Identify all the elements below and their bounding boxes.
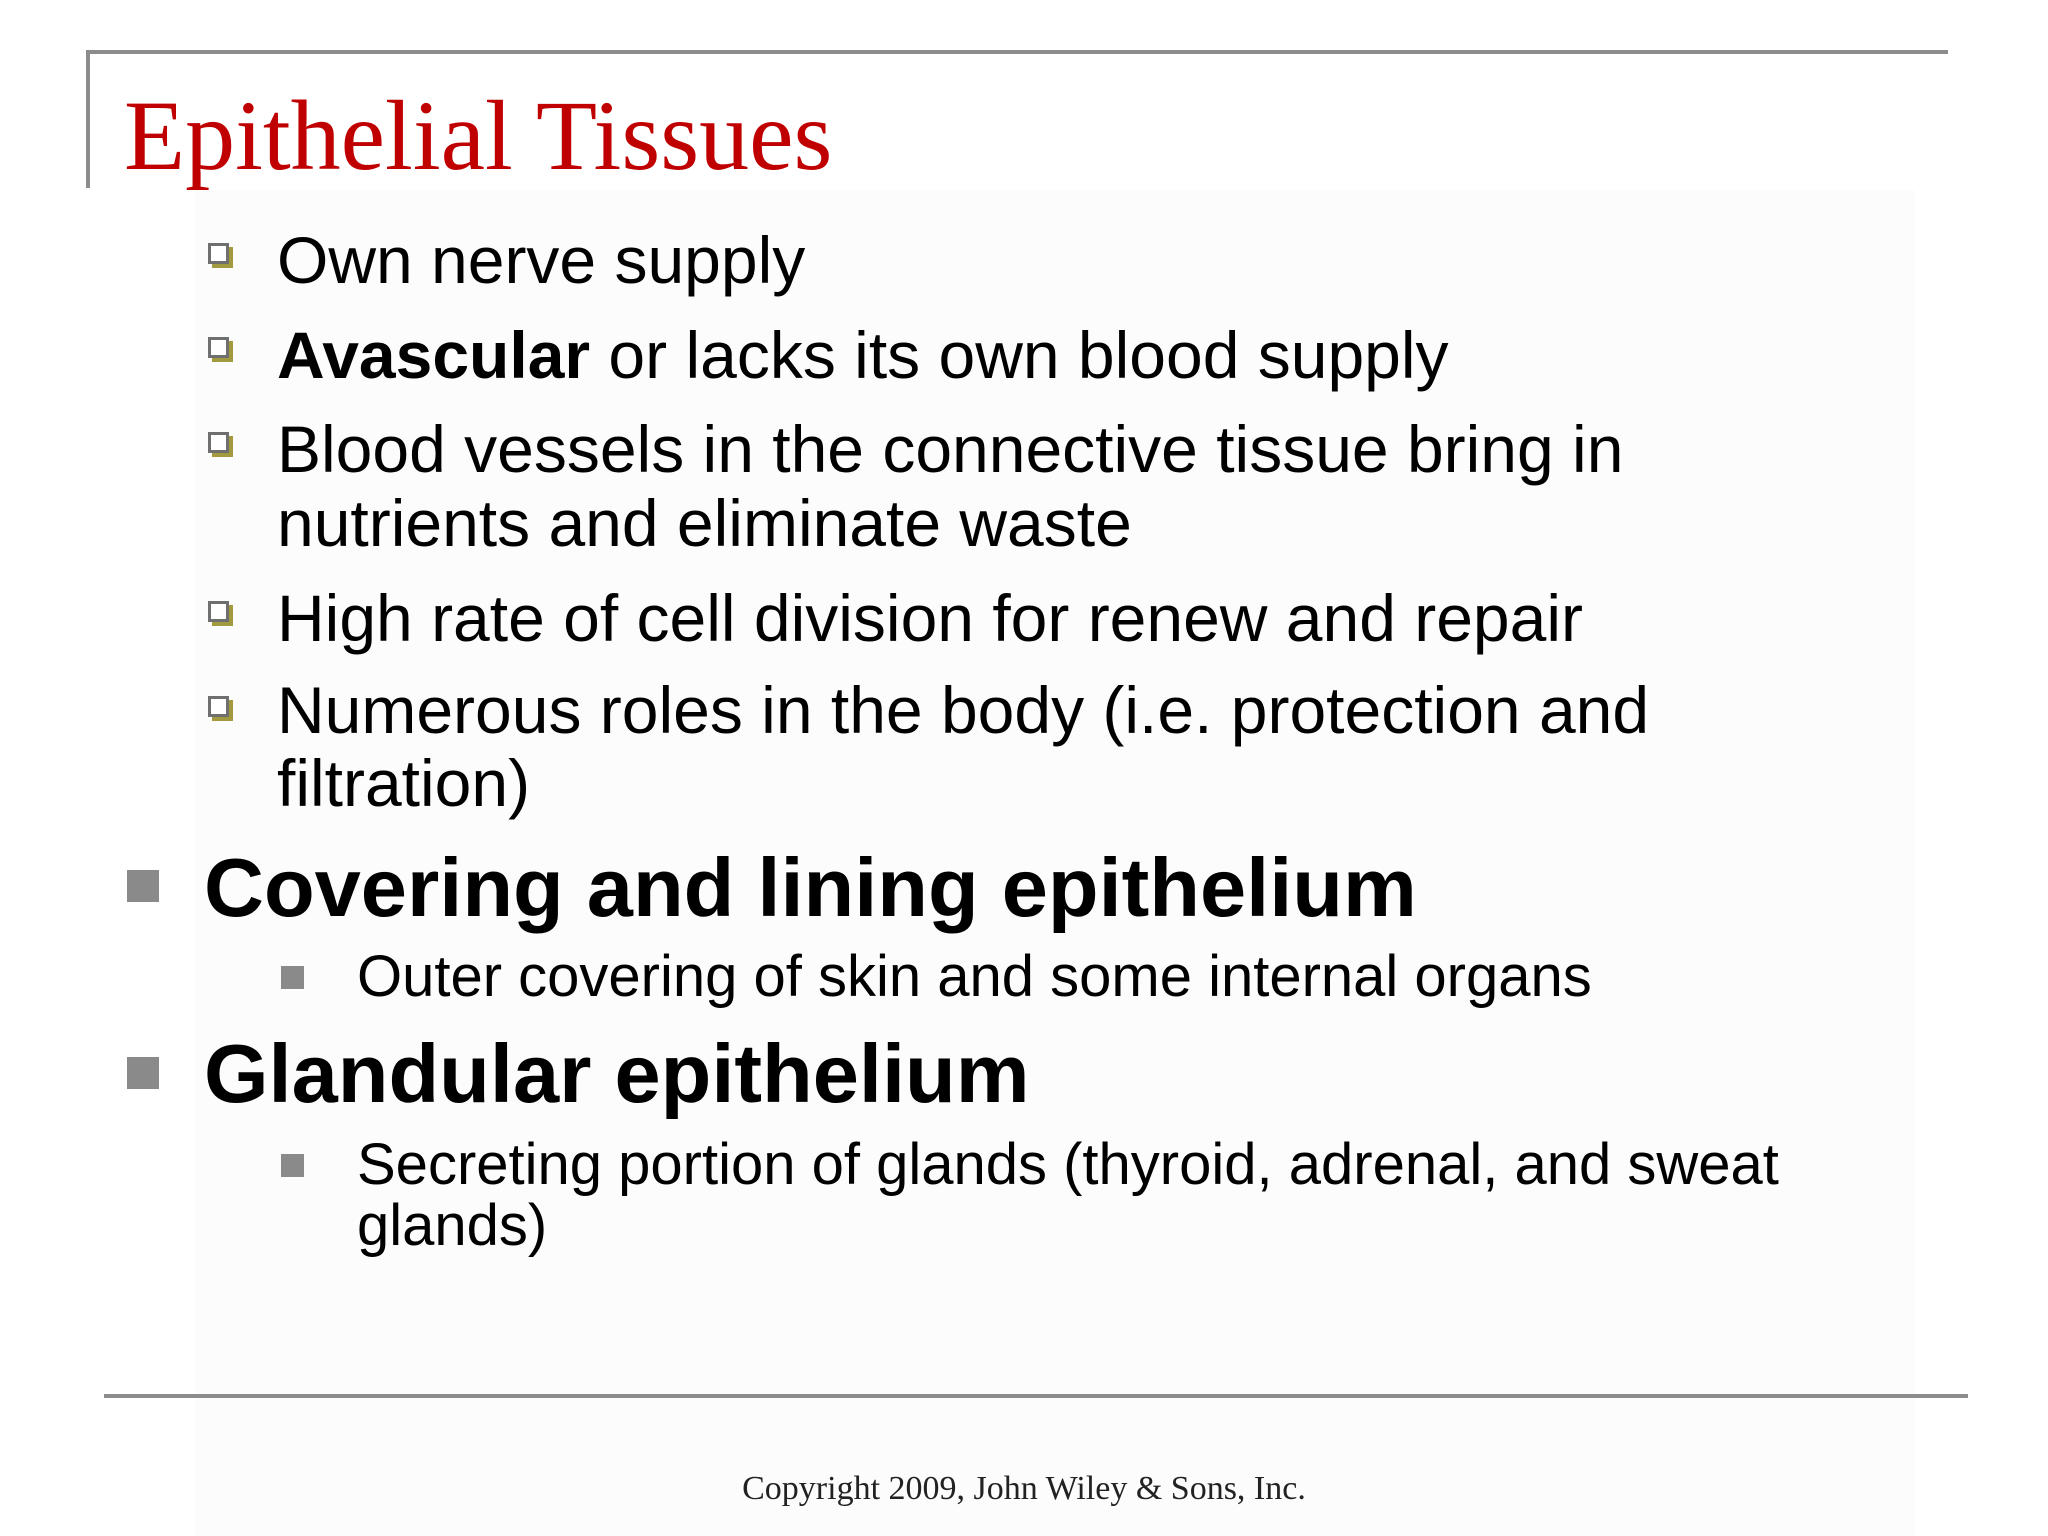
bullet-text [277, 317, 1917, 393]
left-rule [86, 50, 90, 188]
filled-square-bullet-icon [127, 1057, 159, 1089]
bullet-text-line-2: nutrients and eliminate waste [277, 486, 1132, 560]
bullet-text-line-1: Blood vessels in the connective tissue bring in [277, 412, 1624, 486]
filled-square-bullet-icon [281, 966, 304, 989]
sub-bullet-text-line-2: glands) [357, 1193, 548, 1258]
filled-square-bullet-icon [281, 1154, 304, 1177]
hollow-square-bullet-icon [208, 432, 229, 453]
bullet-text-line-2: filtration) [277, 746, 531, 820]
hollow-square-bullet-icon [208, 696, 229, 717]
hollow-square-bullet-icon [208, 337, 229, 358]
bullet-text: High rate of cell division for renew and repair [277, 581, 1583, 655]
bullet-text: Own nerve supply [277, 223, 806, 297]
slide-title: Epithelial Tissues [124, 80, 833, 191]
top-rule [86, 50, 1948, 54]
copyright-footer: Copyright 2009, John Wiley & Sons, Inc. [742, 1470, 1306, 1507]
hollow-square-bullet-icon [208, 601, 229, 622]
section-heading: Glandular epithelium [204, 1027, 1030, 1120]
hollow-square-bullet-icon [208, 243, 229, 264]
sub-bullet-text: Outer covering of skin and some internal organs [357, 944, 1592, 1009]
section-heading: Covering and lining epithelium [204, 841, 1417, 934]
bullet-text-rest: or lacks its own blood supply [590, 318, 1449, 392]
filled-square-bullet-icon [127, 870, 159, 902]
sub-bullet-text-line-1: Secreting portion of glands (thyroid, adrenal, and sweat [357, 1132, 1779, 1197]
bottom-rule [104, 1394, 1968, 1398]
bullet-bold-term: Avascular [277, 318, 591, 392]
bullet-text-line-1: Numerous roles in the body (i.e. protection and [277, 673, 1650, 747]
